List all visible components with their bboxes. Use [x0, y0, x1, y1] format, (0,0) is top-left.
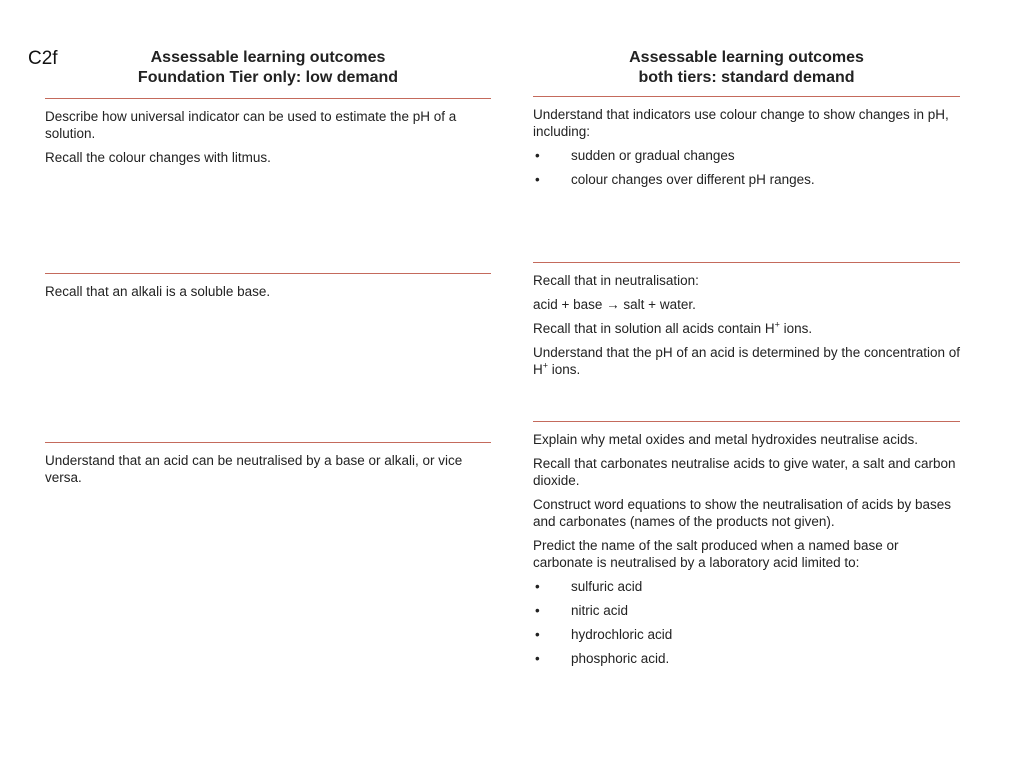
foundation-outcome-block-3 — [45, 442, 491, 493]
outcome-text: Describe how universal indicator can be used to estimate the pH of a solution. — [45, 109, 457, 141]
outcome-text: Explain why metal oxides and metal hydroxides neutralise acids. — [533, 432, 918, 447]
standard-heading-line1: Assessable learning outcomes — [629, 49, 864, 66]
section-code: C2f — [28, 48, 58, 69]
bullet-marker: • — [535, 603, 540, 618]
outcome-text: Construct word equations to show the neutralisation of acids by bases and carbonates (names of the products not given). — [533, 497, 951, 529]
bullet-marker: • — [535, 627, 540, 642]
standard-outcome-block-1 — [533, 96, 960, 195]
outcome-text: Recall the colour changes with litmus. — [45, 150, 271, 165]
list-item — [533, 602, 960, 619]
bullet-marker: • — [535, 651, 540, 666]
bullet-marker: • — [535, 579, 540, 594]
foundation-heading-line1: Assessable learning outcomes — [150, 49, 386, 66]
bullet-marker: • — [535, 172, 540, 187]
outcome-text: Predict the name of the salt produced when a named base or carbonate is neutralised by a laboratory acid limited to: — [533, 538, 899, 570]
list-item-text: sudden or gradual changes — [571, 148, 735, 163]
standard-heading-line2: both tiers: standard demand — [638, 69, 855, 86]
standard-outcome-block-2 — [533, 262, 960, 385]
list-item-text: sulfuric acid — [571, 579, 643, 594]
outcome-text: Recall that carbonates neutralise acids to give water, a salt and carbon dioxide. — [533, 456, 956, 488]
foundation-outcome-block-1 — [45, 98, 491, 173]
list-item — [533, 650, 960, 667]
bullet-marker: • — [535, 148, 540, 163]
word-equation: acid + base → salt + water. — [533, 297, 696, 312]
list-item-text: nitric acid — [571, 603, 629, 618]
foundation-column-heading — [45, 48, 491, 88]
list-item — [533, 578, 960, 595]
text-part: Understand that the pH of an acid is determined by the concentration of H — [533, 345, 961, 377]
outcome-text — [533, 344, 960, 378]
list-item — [533, 171, 960, 188]
list-item-text: hydrochloric acid — [571, 627, 673, 642]
outcome-text: Understand that an acid can be neutralised by a base or alkali, or vice versa. — [45, 453, 463, 485]
list-item — [533, 147, 960, 164]
superscript-plus: + — [774, 319, 780, 330]
superscript-plus: + — [542, 360, 549, 371]
outcome-text: Recall that an alkali is a soluble base. — [45, 284, 271, 299]
list-item — [533, 626, 960, 643]
text-part: Recall that in solution all acids contain H — [533, 321, 775, 336]
standard-outcome-block-3 — [533, 421, 960, 674]
text-part: ions. — [548, 362, 581, 377]
foundation-outcome-block-2 — [45, 273, 491, 307]
outcome-text: Understand that indicators use colour change to show changes in pH, including: — [533, 107, 949, 139]
text-part: ions. — [779, 321, 813, 336]
list-item-text: colour changes over different pH ranges. — [571, 172, 815, 187]
list-item-text: phosphoric acid. — [571, 651, 670, 666]
foundation-heading-line2: Foundation Tier only: low demand — [137, 69, 399, 86]
outcome-text: Recall that in neutralisation: — [533, 273, 699, 288]
outcome-text — [533, 320, 960, 337]
standard-column-heading — [533, 48, 960, 88]
